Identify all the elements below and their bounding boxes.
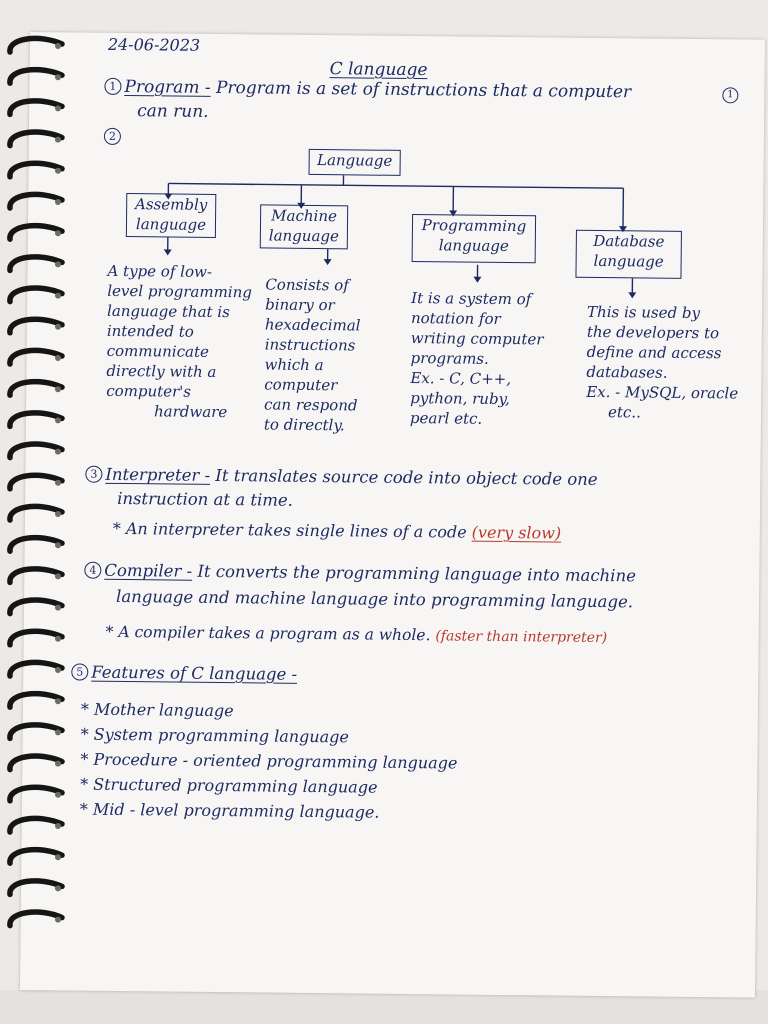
- notebook-page: [20, 32, 765, 998]
- section-number: 4: [84, 562, 101, 579]
- coil-ring: [10, 132, 62, 146]
- desc-line: to directly.: [263, 415, 345, 435]
- punch-hole: [55, 698, 61, 704]
- note-text: * A compiler takes a program as a whole.: [105, 622, 431, 645]
- tree-node-assembly: [126, 193, 216, 238]
- section-number: 5: [71, 663, 88, 680]
- coil-ring: [10, 694, 62, 708]
- punch-hole: [55, 449, 61, 455]
- punch-hole: [55, 636, 61, 642]
- desc-line: databases.: [586, 362, 668, 382]
- punch-hole: [55, 480, 61, 486]
- desc-line: programs.: [410, 349, 489, 368]
- desc-line: intended to: [106, 321, 194, 341]
- desc-line: binary or: [265, 295, 335, 315]
- coil-ring: [10, 631, 62, 645]
- node-label: language: [268, 226, 340, 246]
- coil-ring: [10, 569, 62, 583]
- section-text: Program is a set of instructions that a computer: [215, 77, 632, 103]
- desc-line: directly with a: [106, 361, 217, 381]
- punch-hole: [55, 199, 61, 205]
- punch-hole: [55, 417, 61, 423]
- punch-hole: [55, 74, 61, 80]
- coil-ring: [10, 725, 62, 739]
- coil-ring: [10, 226, 62, 240]
- coil-ring: [10, 850, 62, 864]
- punch-hole: [55, 168, 61, 174]
- desc-line: the developers to: [586, 322, 720, 343]
- punch-hole: [55, 230, 61, 236]
- coil-ring: [10, 756, 62, 770]
- coil-ring: [10, 319, 62, 333]
- desc-line: instructions: [264, 335, 356, 355]
- coil-ring: [10, 413, 62, 427]
- node-label: Database: [593, 231, 665, 251]
- punch-hole: [55, 823, 61, 829]
- punch-hole: [55, 386, 61, 392]
- section-number: 3: [85, 466, 102, 483]
- punch-hole: [55, 792, 61, 798]
- punch-hole: [55, 293, 61, 299]
- coil-ring: [10, 194, 62, 208]
- desc-line: Consists of: [265, 275, 349, 295]
- tree-root-language: [309, 149, 401, 176]
- desc-database: [586, 302, 752, 424]
- desc-line: level programming: [107, 281, 253, 302]
- section-compiler: [84, 561, 636, 586]
- coil-ring: [10, 475, 62, 489]
- desc-line: computer's: [106, 381, 192, 401]
- punch-hole: [55, 854, 61, 860]
- desc-line: which a: [264, 355, 324, 375]
- punch-hole: [55, 729, 61, 735]
- section-text: language and machine language into programming language.: [115, 586, 634, 612]
- coil-ring: [10, 101, 62, 115]
- coil-ring: [10, 881, 62, 895]
- desc-line: language that is: [106, 301, 230, 322]
- node-label: Programming: [421, 216, 527, 236]
- desc-line: It is a system of: [411, 289, 532, 309]
- punch-hole: [55, 137, 61, 143]
- desc-line: etc..: [607, 403, 641, 422]
- desc-line: communicate: [106, 341, 210, 361]
- section-heading: Program -: [124, 76, 211, 98]
- desc-line: hexadecimal: [264, 315, 361, 335]
- date: 24-06-2023: [107, 34, 201, 55]
- desc-line: hardware: [153, 402, 228, 422]
- list-item: * Mother language: [80, 699, 234, 721]
- punch-hole: [55, 324, 61, 330]
- punch-hole: [55, 761, 61, 767]
- list-item: * Procedure - oriented programming language: [80, 749, 458, 773]
- punch-hole: [55, 605, 61, 611]
- desc-line: Ex. - MySQL, oracle: [586, 382, 739, 403]
- page-number-text: 1: [727, 89, 734, 101]
- coil-ring: [10, 444, 62, 458]
- coil-ring: [10, 506, 62, 520]
- list-item: * System programming language: [80, 724, 350, 747]
- coil-ring: [10, 787, 62, 801]
- desc-line: python, ruby,: [410, 389, 510, 409]
- punch-hole: [55, 917, 61, 923]
- section-text: It converts the programming language into machine: [197, 561, 637, 586]
- desc-programming: [410, 288, 576, 430]
- page-title: C language: [329, 59, 428, 81]
- section-number: 1: [104, 78, 121, 95]
- desc-assembly: [106, 261, 258, 423]
- section-number: 2: [104, 128, 121, 145]
- section-text: can run.: [137, 101, 209, 122]
- coil-ring: [10, 163, 62, 177]
- coil-ring: [10, 912, 62, 926]
- tree-node-database: [575, 230, 681, 279]
- section-text: instruction at a time.: [117, 488, 294, 510]
- coil-ring: [10, 662, 62, 676]
- section-heading: Features of C language -: [91, 662, 298, 684]
- coil-ring: [10, 257, 62, 271]
- node-label: language: [593, 251, 664, 271]
- desc-machine: [264, 274, 396, 435]
- desc-line: can respond: [264, 395, 358, 415]
- coil-ring: [10, 350, 62, 364]
- punch-hole: [55, 355, 61, 361]
- desc-line: A type of low-: [107, 261, 213, 281]
- desc-line: pearl etc.: [409, 409, 483, 428]
- note-highlight: (faster than interpreter): [435, 628, 608, 647]
- tree-node-machine: [260, 204, 348, 249]
- punch-hole: [55, 573, 61, 579]
- section-heading: Compiler -: [104, 560, 193, 581]
- note-text: * An interpreter takes single lines of a code: [112, 518, 467, 542]
- note-highlight: (very slow): [471, 522, 562, 543]
- coil-ring: [10, 818, 62, 832]
- tree-root-label: Language: [316, 151, 393, 170]
- desc-line: computer: [264, 375, 338, 395]
- section-interpreter: [85, 465, 597, 489]
- list-item: * Structured programming language: [80, 774, 378, 797]
- punch-hole: [55, 105, 61, 111]
- coil-ring: [10, 288, 62, 302]
- punch-hole: [55, 542, 61, 548]
- coil-ring: [10, 600, 62, 614]
- node-label: language: [135, 215, 207, 234]
- desc-line: notation for: [410, 309, 501, 328]
- node-label: Machine: [271, 206, 338, 226]
- coil-ring: [10, 538, 62, 552]
- punch-hole: [55, 261, 61, 267]
- section-note: [106, 623, 608, 646]
- tree-node-programming: [412, 214, 536, 263]
- coil-ring: [10, 38, 62, 52]
- section-heading: Interpreter -: [105, 464, 211, 485]
- spiral-binding: [0, 30, 70, 950]
- desc-line: define and access: [586, 342, 722, 363]
- punch-hole: [55, 885, 61, 891]
- punch-hole: [55, 511, 61, 517]
- coil-ring: [10, 382, 62, 396]
- section-note: [113, 519, 562, 543]
- section-text: It translates source code into object code one: [215, 465, 598, 489]
- desc-line: writing computer: [410, 329, 544, 349]
- feature-list: [80, 697, 458, 826]
- section-features: [71, 662, 297, 683]
- desc-line: Ex. - C, C++,: [410, 369, 512, 389]
- punch-hole: [55, 667, 61, 673]
- node-label: language: [438, 236, 509, 256]
- coil-ring: [10, 70, 62, 84]
- list-item: * Mid - level programming language.: [79, 799, 380, 822]
- punch-hole: [55, 43, 61, 49]
- node-label: Assembly: [134, 195, 208, 214]
- desc-line: This is used by: [587, 302, 701, 323]
